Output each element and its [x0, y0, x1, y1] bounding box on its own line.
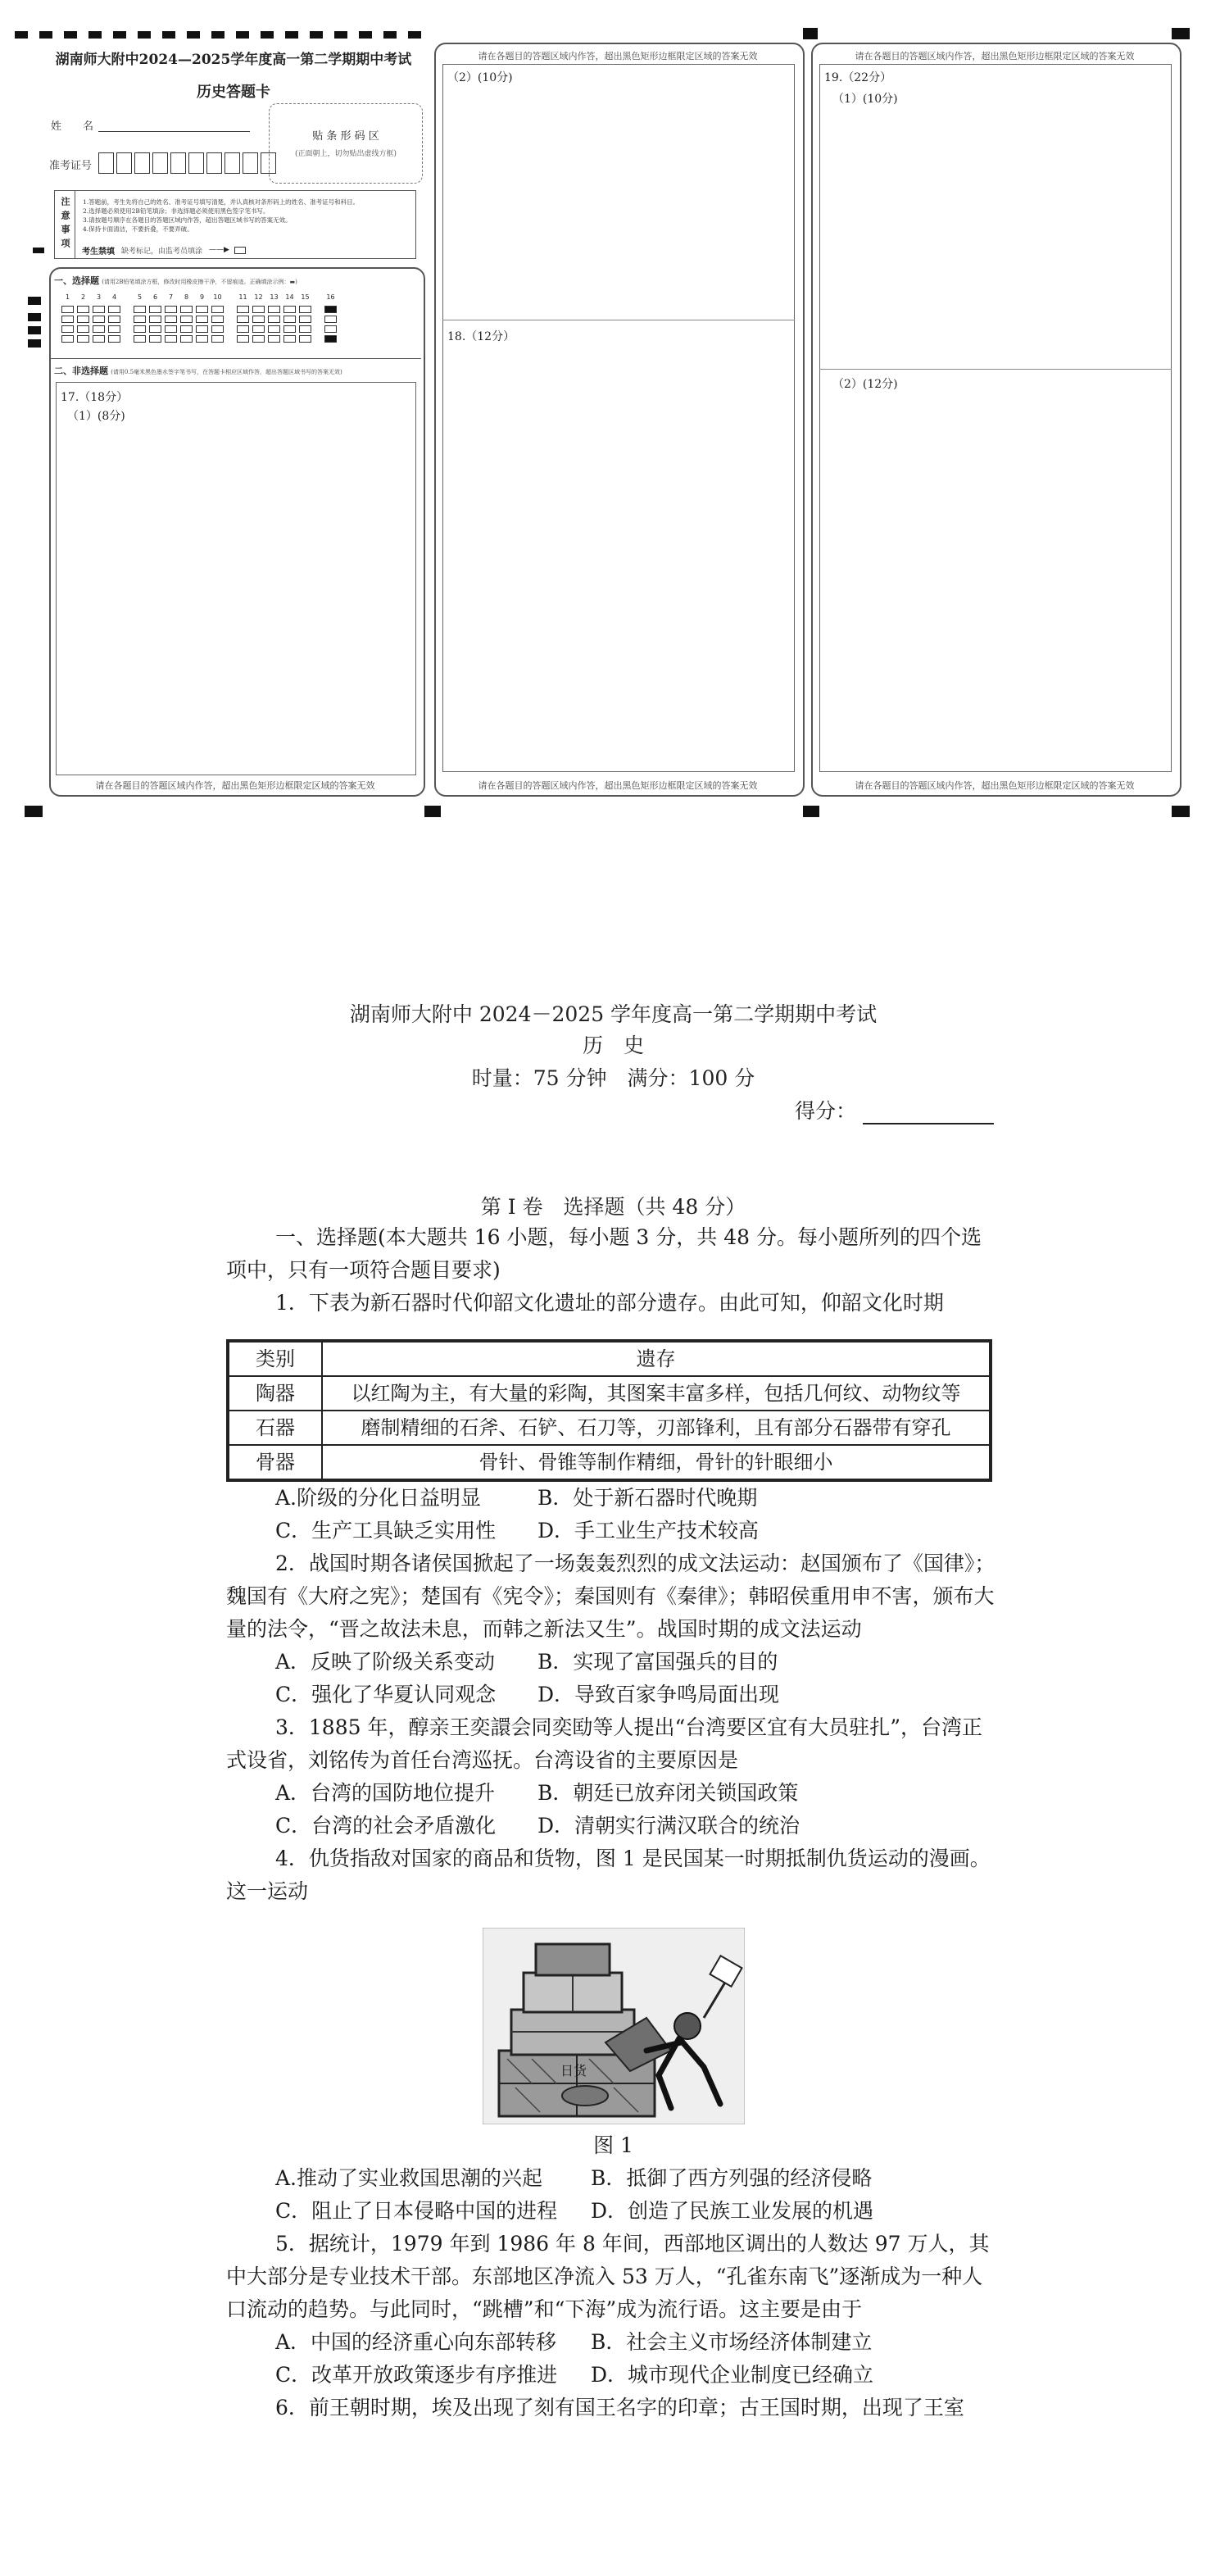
choice-bubble-6-D[interactable]	[149, 335, 161, 343]
instructions: 一、选择题(本大题共 16 小题，每小题 3 分，共 48 分。每小题所列的四个选项中，只有一项符合题目要求)	[226, 1225, 982, 1282]
figure-1	[483, 1928, 745, 2124]
table-cell: 石器	[228, 1411, 322, 1445]
sheet-subtitle: 历史答题卡	[197, 84, 270, 101]
choice-bubble-4-A[interactable]	[108, 306, 120, 313]
notice-line: 3.请按题号顺序在各题目的答题区域内作答，超出答题区域书写的答案无效。	[83, 216, 292, 224]
boundary-notice-3-top: 请在各题目的答题区域内作答，超出黑色矩形边框限定区域的答案无效	[855, 51, 1135, 61]
choice-bubble-13-D[interactable]	[268, 335, 280, 343]
boundary-notice-1-bottom: 请在各题目的答题区域内作答，超出黑色矩形边框限定区域的答案无效	[95, 780, 375, 791]
choice-number: 4	[111, 293, 117, 301]
relics-table	[226, 1339, 992, 1482]
corner-marker	[803, 28, 818, 39]
choice-bubble-2-C[interactable]	[77, 325, 89, 333]
q19-answer-area[interactable]	[819, 64, 1172, 772]
choice-bubble-4-C[interactable]	[108, 325, 120, 333]
choice-bubble-10-B[interactable]	[211, 316, 224, 323]
notice-line: 4.保持卡面清洁，不要折叠，不要弄破。	[83, 225, 193, 233]
choice-bubble-11-D[interactable]	[237, 335, 249, 343]
choice-bubble-3-B[interactable]	[93, 316, 105, 323]
choice-bubble-15-A[interactable]	[299, 306, 311, 313]
option: A．反映了阶级关系变动	[275, 1650, 496, 1674]
option: D．清朝实行满汉联合的统治	[537, 1814, 800, 1838]
figure-crate-label: 日货	[560, 2063, 587, 2079]
choice-bubble-2-A[interactable]	[77, 306, 89, 313]
choice-bubble-15-C[interactable]	[299, 325, 311, 333]
choice-number: 15	[301, 293, 310, 301]
choice-bubble-4-B[interactable]	[108, 316, 120, 323]
q4-options-row-2	[226, 2195, 1000, 2228]
choice-bubble-12-D[interactable]	[252, 335, 265, 343]
corner-marker	[1172, 28, 1190, 39]
choice-bubble-7-A[interactable]	[165, 306, 177, 313]
choice-group	[324, 292, 338, 345]
choice-column	[133, 292, 147, 345]
boundary-notice-3-bottom: 请在各题目的答题区域内作答，超出黑色矩形边框限定区域的答案无效	[855, 780, 1135, 791]
choice-bubble-5-B[interactable]	[134, 316, 146, 323]
choice-bubble-5-A[interactable]	[134, 306, 146, 313]
choice-bubble-6-C[interactable]	[149, 325, 161, 333]
choice-column	[267, 292, 281, 345]
q17-2-label: （2）(10分)	[447, 71, 513, 84]
table-header: 遗存	[322, 1341, 991, 1376]
choice-number: 2	[80, 293, 86, 301]
choice-bubble-13-C[interactable]	[268, 325, 280, 333]
choice-grid-inner	[61, 292, 413, 345]
score-label: 得分：	[795, 1099, 857, 1123]
notice-label: 注意事项	[55, 191, 75, 258]
choice-number: 11	[238, 293, 247, 301]
side-marker	[28, 326, 41, 334]
question-1: 1．下表为新石器时代仰韶文化遗址的部分遗存。由此可知，仰韶文化时期	[275, 1291, 944, 1315]
choice-number: 6	[152, 293, 158, 301]
option: C．强化了华夏认同观念	[275, 1683, 497, 1706]
choice-bubble-12-B[interactable]	[252, 316, 265, 323]
choice-column	[324, 292, 338, 345]
paper-body	[226, 1221, 1000, 2424]
choice-bubble-14-C[interactable]	[283, 325, 296, 333]
section-1-header	[54, 274, 297, 287]
corner-marker	[424, 806, 441, 817]
table-header: 类别	[228, 1341, 322, 1376]
q17-answer-area[interactable]	[56, 382, 416, 775]
choice-bubble-4-D[interactable]	[108, 335, 120, 343]
choice-bubble-11-B[interactable]	[237, 316, 249, 323]
choice-bubble-16-D[interactable]	[324, 335, 337, 343]
exam-no-boxes[interactable]	[98, 152, 279, 174]
choice-column	[283, 292, 297, 345]
table-row	[228, 1445, 991, 1480]
name-field[interactable]	[98, 131, 250, 132]
choice-group	[236, 292, 312, 345]
question-2: 2．战国时期各诸侯国掀起了一场轰轰烈烈的成文法运动：赵国颁布了《国律》；魏国有《大府之宪》；楚国有《宪令》；秦国则有《秦律》；韩昭侯重用申不害，颁布大量的法令，“晋之故法未息，而韩之新法又生”。战国时期的成文法运动	[226, 1552, 996, 1641]
figure-caption: 图 1	[593, 2133, 633, 2157]
choice-number: 14	[285, 293, 294, 301]
table-cell: 骨针、骨锥等制作精细，骨针的针眼细小	[322, 1445, 991, 1480]
choice-bubble-9-B[interactable]	[196, 316, 208, 323]
choice-bubble-7-C[interactable]	[165, 325, 177, 333]
choice-bubble-8-A[interactable]	[180, 306, 193, 313]
choice-bubble-15-D[interactable]	[299, 335, 311, 343]
table-cell: 以红陶为主，有大量的彩陶，其图案丰富多样，包括几何纹、动物纹等	[322, 1376, 991, 1411]
choice-bubble-13-B[interactable]	[268, 316, 280, 323]
volume-title: 第 Ⅰ 卷 选择题（共 48 分）	[480, 1195, 746, 1219]
choice-bubble-14-B[interactable]	[283, 316, 296, 323]
option: B．社会主义市场经济体制建立	[591, 2330, 873, 2354]
choice-bubble-10-A[interactable]	[211, 306, 224, 313]
table-cell: 磨制精细的石斧、石铲、石刀等，刃部锋利，且有部分石器带有穿孔	[322, 1411, 991, 1445]
option: A.阶级的分化日益明显	[275, 1486, 482, 1510]
choice-column	[252, 292, 265, 345]
section-2-note: (请用0.5毫米黑色墨水签字笔书写，在答题卡相应区域作答，超出答题区域书写的答案无效)	[111, 369, 342, 375]
q18-label: 18.（12分）	[447, 330, 515, 343]
choice-number: 12	[254, 293, 263, 301]
q1-options-row-2	[226, 1515, 1000, 1547]
option: D．手工业生产技术较高	[537, 1519, 760, 1542]
side-marker	[28, 313, 41, 321]
choice-grid[interactable]	[61, 292, 413, 345]
choice-bubble-5-D[interactable]	[134, 335, 146, 343]
choice-column	[164, 292, 178, 345]
choice-bubble-3-C[interactable]	[93, 325, 105, 333]
choice-bubble-9-C[interactable]	[196, 325, 208, 333]
boycott-cartoon-image	[483, 1928, 745, 2124]
q5-options-row-2	[226, 2359, 1000, 2392]
q2-options-row-1	[226, 1646, 1000, 1679]
option: C．阻止了日本侵略中国的进程	[275, 2199, 558, 2223]
choice-group	[61, 292, 121, 345]
question-3: 3．1885 年，醇亲王奕譞会同奕劻等人提出“台湾要区宜有大员驻扎”，台湾正式设省，刘铭传为首任台湾巡抚。台湾设省的主要原因是	[226, 1715, 983, 1772]
choice-bubble-14-D[interactable]	[283, 335, 296, 343]
q19-2-label: （2）(12分)	[832, 378, 898, 391]
choice-bubble-2-D[interactable]	[77, 335, 89, 343]
q3-options-row-2	[226, 1810, 1000, 1842]
choice-column	[195, 292, 209, 345]
choice-column	[298, 292, 312, 345]
choice-bubble-3-A[interactable]	[93, 306, 105, 313]
exam-no-label: 准考证号	[49, 160, 93, 172]
subject-title: 历 史	[582, 1034, 644, 1057]
option: A．中国的经济重心向东部转移	[275, 2330, 557, 2354]
side-marker	[28, 297, 41, 305]
absent-checkbox[interactable]	[234, 247, 246, 254]
choice-bubble-11-C[interactable]	[237, 325, 249, 333]
barcode-area	[269, 103, 423, 184]
q5-options-row-1	[226, 2326, 1000, 2359]
choice-bubble-1-A[interactable]	[61, 306, 74, 313]
choice-bubble-1-D[interactable]	[61, 335, 74, 343]
choice-bubble-6-B[interactable]	[149, 316, 161, 323]
q4-options-row-1	[226, 2162, 1000, 2195]
choice-bubble-10-C[interactable]	[211, 325, 224, 333]
score-field	[795, 1095, 994, 1124]
choice-bubble-16-B[interactable]	[324, 316, 337, 323]
q19-label: 19.（22分）	[824, 71, 892, 84]
q1-options-row-1	[226, 1482, 1000, 1515]
option: B．处于新石器时代晚期	[537, 1486, 758, 1510]
table-row	[228, 1411, 991, 1445]
choice-bubble-8-C[interactable]	[180, 325, 193, 333]
choice-group	[133, 292, 224, 345]
corner-marker	[1172, 806, 1190, 817]
option: D．导致百家争鸣局面出现	[537, 1683, 780, 1706]
choice-bubble-15-B[interactable]	[299, 316, 311, 323]
choice-bubble-11-A[interactable]	[237, 306, 249, 313]
absent-label: 考生禁填	[82, 247, 115, 257]
option: C．台湾的社会矛盾激化	[275, 1814, 497, 1838]
q19-1-label: （1）(10分)	[832, 93, 898, 106]
choice-bubble-2-B[interactable]	[77, 316, 89, 323]
choice-bubble-16-C[interactable]	[324, 325, 337, 333]
notice-line: 2.选择题必须使用2B铅笔填涂；非选择题必须使用黑色签字笔书写。	[83, 207, 270, 215]
choice-bubble-7-D[interactable]	[165, 335, 177, 343]
choice-bubble-12-A[interactable]	[252, 306, 265, 313]
choice-bubble-16-A[interactable]	[324, 306, 337, 313]
top-dash-line	[15, 31, 433, 39]
choice-number: 7	[168, 293, 174, 301]
choice-number: 3	[96, 293, 102, 301]
q17-1-label: （1）(8分)	[67, 410, 125, 423]
option: A.推动了实业救国思潮的兴起	[275, 2166, 543, 2190]
divider	[51, 358, 421, 359]
option: C．改革开放政策逐步有序推进	[275, 2363, 558, 2387]
choice-bubble-13-A[interactable]	[268, 306, 280, 313]
q3-options-row-1	[226, 1777, 1000, 1810]
question-4: 4．仇货指敌对国家的商品和货物，图 1 是民国某一时期抵制仇货运动的漫画。这一运动	[226, 1847, 991, 1903]
question-5: 5．据统计，1979 年到 1986 年 8 年间，西部地区调出的人数达 97 万人，其中大部分是专业技术干部。东部地区净流入 53 万人，“孔雀东南飞”逐渐成为一种人口流动的趋势。与此同时，“跳槽”和“下海”成为流行语。这主要是由于	[226, 2232, 990, 2321]
option: B．抵御了西方列强的经济侵略	[591, 2166, 873, 2190]
score-blank[interactable]	[863, 1100, 994, 1124]
choice-column	[92, 292, 106, 345]
option: C．生产工具缺乏实用性	[275, 1519, 497, 1542]
section-1-label: 一、选择题	[54, 275, 99, 286]
choice-column	[179, 292, 193, 345]
choice-column	[76, 292, 90, 345]
q17-label: 17.（18分）	[61, 391, 129, 404]
choice-bubble-12-C[interactable]	[252, 325, 265, 333]
corner-marker	[803, 806, 819, 817]
choice-bubble-9-D[interactable]	[196, 335, 208, 343]
q-divider	[819, 369, 1172, 370]
q2-options-row-2	[226, 1679, 1000, 1711]
option: B．朝廷已放弃闭关锁国政策	[537, 1781, 799, 1805]
table-cell: 陶器	[228, 1376, 322, 1411]
choice-bubble-14-A[interactable]	[283, 306, 296, 313]
question-6: 6．前王朝时期，埃及出现了刻有国王名字的印章；古王国时期，出现了王室	[275, 2396, 964, 2419]
choice-number: 1	[65, 293, 70, 301]
option: D．创造了民族工业发展的机遇	[591, 2199, 874, 2223]
choice-bubble-10-D[interactable]	[211, 335, 224, 343]
corner-marker	[25, 806, 43, 817]
school-title: 湖南师大附中 2024－2025 学年度高一第二学期期中考试	[349, 1002, 878, 1026]
choice-bubble-9-A[interactable]	[196, 306, 208, 313]
option: A．台湾的国防地位提升	[275, 1781, 496, 1805]
absent-row: 考生禁填 缺考标记，由监考员填涂 ——▶	[54, 243, 415, 257]
table-header-row	[228, 1341, 991, 1376]
table-row	[228, 1376, 991, 1411]
choice-number: 13	[270, 293, 279, 301]
choice-bubble-5-C[interactable]	[134, 325, 146, 333]
boundary-notice-2-top: 请在各题目的答题区域内作答，超出黑色矩形边框限定区域的答案无效	[478, 51, 758, 61]
section-2-header	[54, 364, 342, 377]
choice-number: 10	[213, 293, 222, 301]
choice-bubble-7-B[interactable]	[165, 316, 177, 323]
section-1-note: (请用2B铅笔填涂方框，修改时用橡皮擦干净，不留痕迹。正确填涂示例：▬)	[102, 279, 297, 285]
choice-bubble-6-A[interactable]	[149, 306, 161, 313]
barcode-note: (正面朝上，切勿贴出虚线方框)	[294, 150, 397, 158]
choice-bubble-1-C[interactable]	[61, 325, 74, 333]
section-2-label: 二、非选择题	[54, 366, 108, 376]
boundary-notice-2-bottom: 请在各题目的答题区域内作答，超出黑色矩形边框限定区域的答案无效	[478, 780, 758, 791]
choice-bubble-1-B[interactable]	[61, 316, 74, 323]
choice-column	[236, 292, 250, 345]
choice-bubble-8-B[interactable]	[180, 316, 193, 323]
option: D．城市现代企业制度已经确立	[591, 2363, 874, 2387]
sheet-title: 湖南师大附中2024—2025学年度高一第二学期期中考试	[55, 52, 412, 68]
name-label: 姓 名	[51, 120, 94, 133]
choice-number: 16	[326, 293, 335, 301]
choice-column	[148, 292, 162, 345]
choice-number: 5	[137, 293, 143, 301]
side-marker	[33, 248, 44, 253]
notice-line: 1.答题前，考生先将自己的姓名、准考证号填写清楚，并认真核对条形码上的姓名、准考证号和科目。	[83, 198, 360, 206]
choice-bubble-3-D[interactable]	[93, 335, 105, 343]
side-marker	[28, 339, 41, 348]
choice-bubble-8-D[interactable]	[180, 335, 193, 343]
q17-2-answer-area[interactable]	[442, 64, 795, 772]
barcode-title: 贴 条 形 码 区	[312, 130, 379, 143]
choice-number: 8	[184, 293, 189, 301]
choice-column	[61, 292, 75, 345]
choice-column	[211, 292, 224, 345]
table-cell: 骨器	[228, 1445, 322, 1480]
time-score: 时量：75 分钟 满分：100 分	[471, 1066, 755, 1090]
choice-number: 9	[199, 293, 205, 301]
absent-text: 缺考标记，由监考员填涂	[121, 247, 203, 256]
choice-column	[107, 292, 121, 345]
option: B．实现了富国强兵的目的	[537, 1650, 778, 1674]
